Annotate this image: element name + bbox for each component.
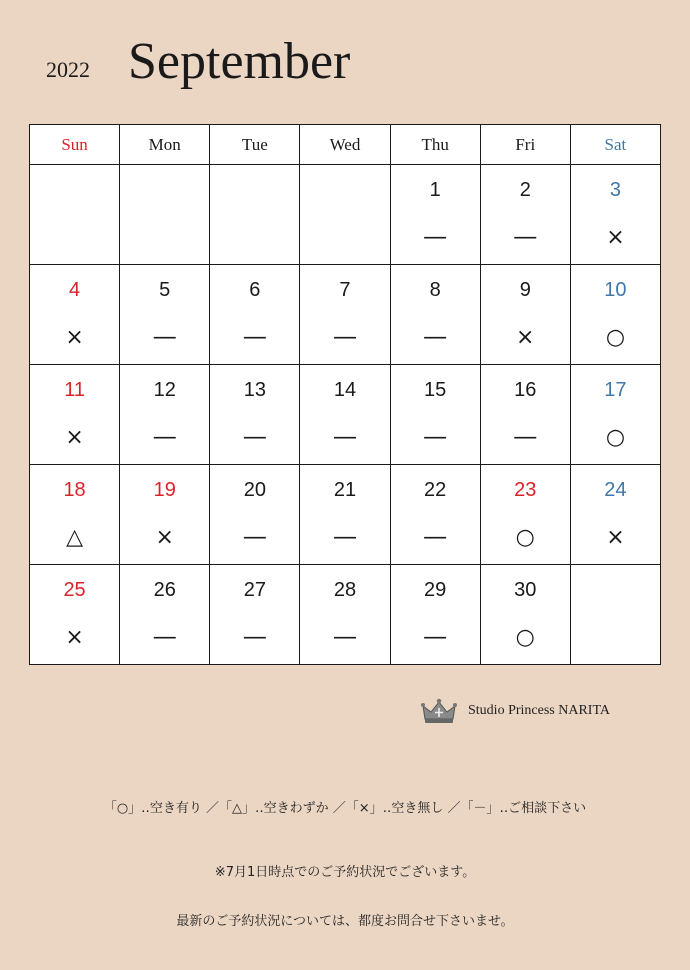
day-number: 23 xyxy=(514,479,537,501)
availability-mark: ― xyxy=(333,525,356,550)
legend-note: 「○」‥空き有り ／「△」‥空きわずか ／「×」‥空き無し ／「－」‥ご相談下さい xyxy=(103,801,587,816)
calendar-day-cell xyxy=(300,465,390,565)
availability-mark: ― xyxy=(153,425,176,450)
day-number: 13 xyxy=(243,379,266,401)
calendar-day-cell xyxy=(120,165,210,265)
day-number: 14 xyxy=(333,379,357,401)
calendar-day-cell xyxy=(300,565,390,665)
calendar-day-cell xyxy=(570,565,660,665)
availability-mark: ― xyxy=(333,425,356,450)
day-number: 19 xyxy=(153,479,176,501)
calendar-week-row xyxy=(30,265,661,365)
day-number: 9 xyxy=(519,279,531,301)
day-number: 7 xyxy=(339,279,351,301)
day-number: 11 xyxy=(64,379,85,401)
calendar-week-row xyxy=(30,365,661,465)
availability-mark: ― xyxy=(243,525,266,550)
day-number: 16 xyxy=(514,379,537,401)
month-label: September xyxy=(128,33,351,90)
availability-mark: ○ xyxy=(605,325,626,350)
day-number: 30 xyxy=(514,579,537,601)
calendar-day-cell xyxy=(480,365,570,465)
calendar-day-cell xyxy=(570,365,660,465)
day-number: 27 xyxy=(243,579,266,601)
day-number: 8 xyxy=(429,279,441,301)
day-number: 3 xyxy=(609,179,621,201)
calendar-day-cell xyxy=(390,165,480,265)
calendar-day-cell xyxy=(570,165,660,265)
availability-mark: ― xyxy=(243,425,266,450)
calendar-day-cell xyxy=(210,365,300,465)
calendar-day-cell xyxy=(300,265,390,365)
calendar-week-row xyxy=(30,465,661,565)
availability-mark: × xyxy=(65,325,84,350)
availability-mark: × xyxy=(516,325,535,350)
inquiry-note: 最新のご予約状況については、都度お問合せ下さいませ。 xyxy=(176,914,514,929)
weekday-wed: Wed xyxy=(300,125,390,165)
weekday-fri: Fri xyxy=(480,125,570,165)
day-number: 4 xyxy=(69,279,81,301)
day-number: 5 xyxy=(159,279,171,301)
calendar-day-cell xyxy=(390,465,480,565)
calendar-day-cell xyxy=(210,465,300,565)
calendar-day-cell xyxy=(30,465,120,565)
day-number: 10 xyxy=(604,279,627,301)
availability-mark: △ xyxy=(66,525,84,550)
day-number: 1 xyxy=(429,179,441,201)
calendar-day-cell xyxy=(30,365,120,465)
day-number: 6 xyxy=(249,279,261,301)
day-number: 22 xyxy=(424,479,447,501)
weekday-thu: Thu xyxy=(390,125,480,165)
calendar-day-cell xyxy=(210,565,300,665)
availability-mark: ○ xyxy=(515,525,535,550)
calendar-day-cell xyxy=(120,365,210,465)
calendar-day-cell xyxy=(480,165,570,265)
weekday-tue: Tue xyxy=(210,125,300,165)
availability-mark: ― xyxy=(424,225,447,250)
availability-mark: ― xyxy=(424,425,447,450)
availability-mark: ― xyxy=(333,325,356,350)
day-number: 24 xyxy=(604,479,627,501)
weekday-sun: Sun xyxy=(30,125,120,165)
availability-mark: ― xyxy=(424,625,447,650)
availability-mark: ― xyxy=(514,425,537,450)
calendar-day-cell xyxy=(120,265,210,365)
availability-mark: × xyxy=(155,525,174,550)
availability-calendar xyxy=(29,124,661,665)
calendar-day-cell xyxy=(480,265,570,365)
day-number: 2 xyxy=(519,179,531,201)
studio-signature xyxy=(421,696,610,726)
availability-mark: ― xyxy=(424,525,447,550)
calendar-day-cell xyxy=(390,565,480,665)
day-number: 18 xyxy=(63,479,86,501)
availability-mark: × xyxy=(606,525,625,550)
day-number: 25 xyxy=(63,579,86,601)
availability-mark: ○ xyxy=(515,625,535,650)
calendar-day-cell xyxy=(480,565,570,665)
availability-mark: × xyxy=(606,225,625,250)
calendar-day-cell xyxy=(30,165,120,265)
day-number: 21 xyxy=(333,479,357,501)
weekday-mon: Mon xyxy=(120,125,210,165)
crown-icon xyxy=(421,697,457,725)
availability-mark: ― xyxy=(153,325,176,350)
calendar-week-row xyxy=(30,565,661,665)
availability-mark: ― xyxy=(333,625,356,650)
calendar-day-cell xyxy=(30,565,120,665)
calendar-day-cell xyxy=(120,465,210,565)
as-of-note: ※7月1日時点でのご予約状況でございます。 xyxy=(214,865,476,880)
availability-mark: × xyxy=(65,425,84,450)
weekday-sat: Sat xyxy=(570,125,660,165)
day-number: 17 xyxy=(604,379,627,401)
day-number: 28 xyxy=(333,579,357,601)
calendar-day-cell xyxy=(480,465,570,565)
calendar-day-cell xyxy=(570,265,660,365)
calendar-day-cell xyxy=(300,365,390,465)
calendar-week-row xyxy=(30,165,661,265)
availability-mark: ― xyxy=(514,225,537,250)
calendar-day-cell xyxy=(120,565,210,665)
calendar-day-cell xyxy=(570,465,660,565)
day-number: 12 xyxy=(153,379,176,401)
availability-mark: ― xyxy=(243,625,266,650)
calendar-day-cell xyxy=(30,265,120,365)
availability-mark: ― xyxy=(424,325,447,350)
calendar-day-cell xyxy=(300,165,390,265)
studio-name: Studio Princess NARITA xyxy=(468,703,610,718)
day-number: 20 xyxy=(243,479,266,501)
availability-mark: ○ xyxy=(605,425,626,450)
calendar-day-cell xyxy=(210,165,300,265)
year-label: 2022 xyxy=(46,57,90,82)
availability-mark: × xyxy=(65,625,84,650)
day-number: 15 xyxy=(424,379,447,401)
calendar-day-cell xyxy=(390,265,480,365)
availability-mark: ― xyxy=(153,625,176,650)
calendar-body xyxy=(30,165,661,665)
weekday-header-row xyxy=(30,125,661,165)
day-number: 29 xyxy=(424,579,447,601)
day-number: 26 xyxy=(153,579,176,601)
calendar-day-cell xyxy=(390,365,480,465)
availability-mark: ― xyxy=(243,325,266,350)
calendar-day-cell xyxy=(210,265,300,365)
